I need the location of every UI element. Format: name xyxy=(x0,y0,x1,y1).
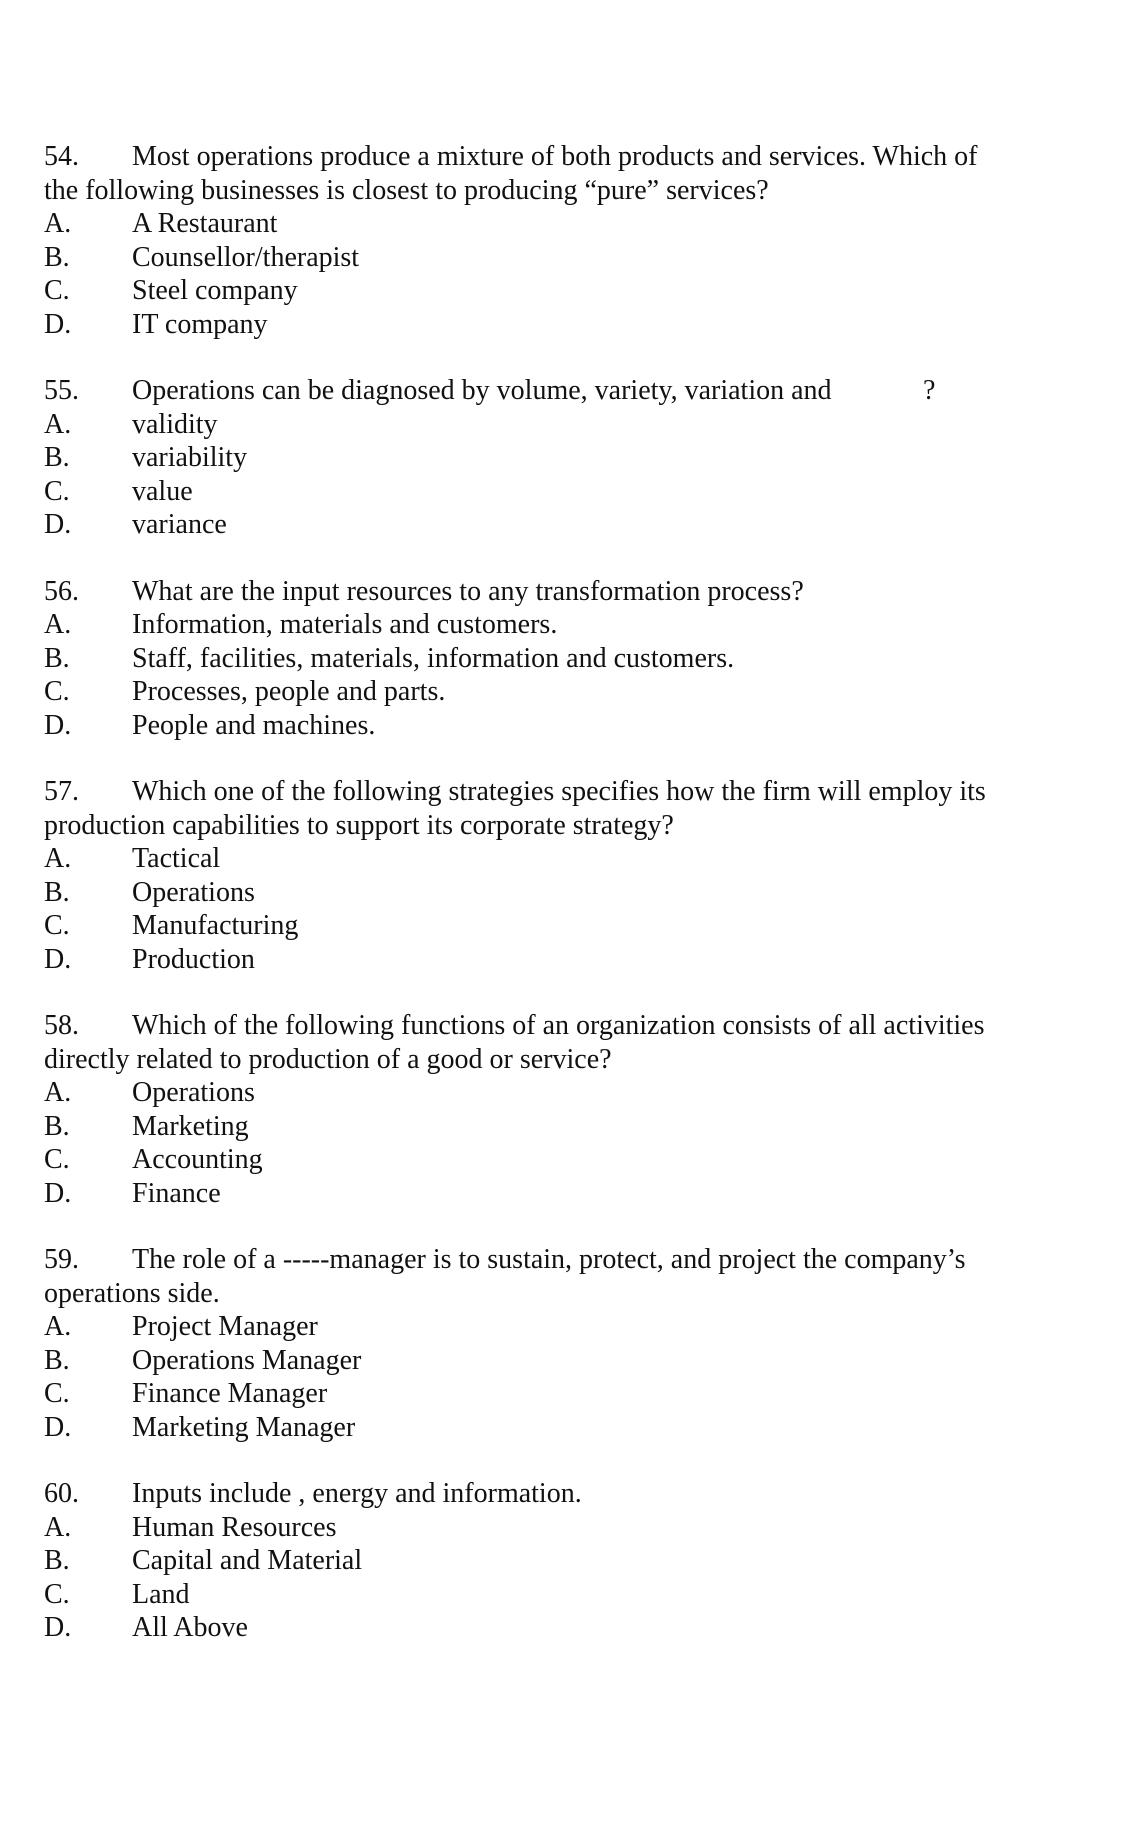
option-text: Operations xyxy=(132,1077,255,1108)
question-54 xyxy=(44,140,1044,341)
option-a xyxy=(44,408,1044,442)
question-text-continued: production capabilities to support its corporate strategy? xyxy=(44,809,674,841)
option-text: Production xyxy=(132,943,255,975)
option-text: validity xyxy=(132,408,218,440)
question-sheet xyxy=(44,140,1044,1678)
option-letter: D. xyxy=(44,709,72,741)
option-a xyxy=(44,1076,1044,1110)
option-letter: D. xyxy=(44,509,72,540)
option-c xyxy=(44,274,1044,308)
option-text: IT company xyxy=(132,308,268,340)
question-text-continued: directly related to production of a good or service? xyxy=(44,1043,612,1075)
option-letter: A. xyxy=(44,1077,72,1108)
question-text: What are the input resources to any transformation process? xyxy=(132,575,804,607)
option-d xyxy=(44,508,1044,542)
option-a xyxy=(44,842,1044,876)
option-d xyxy=(44,1177,1044,1211)
option-text: Information, materials and customers. xyxy=(132,609,558,640)
option-d xyxy=(44,943,1044,977)
option-text: Accounting xyxy=(132,1144,263,1175)
question-57 xyxy=(44,775,1044,976)
option-letter: D. xyxy=(44,1177,72,1209)
option-c xyxy=(44,475,1044,509)
option-letter: D. xyxy=(44,308,72,340)
option-letter: C. xyxy=(44,475,70,507)
option-b xyxy=(44,876,1044,910)
option-text: Staff, facilities, materials, information and customers. xyxy=(132,642,735,674)
option-text: Marketing Manager xyxy=(132,1411,356,1443)
option-letter: A. xyxy=(44,609,72,640)
question-text: Which of the following functions of an organization consists of all activities xyxy=(132,1010,985,1041)
question-text: Most operations produce a mixture of both products and services. Which of xyxy=(132,141,978,172)
question-stem xyxy=(44,140,1044,174)
option-letter: A. xyxy=(44,843,72,874)
option-letter: C. xyxy=(44,1378,70,1409)
option-a xyxy=(44,207,1044,241)
option-text: Tactical xyxy=(132,843,221,874)
option-c xyxy=(44,909,1044,943)
question-text-continued: operations side. xyxy=(44,1277,220,1309)
option-b xyxy=(44,1110,1044,1144)
option-text: Capital and Material xyxy=(132,1545,363,1576)
option-letter: B. xyxy=(44,876,70,908)
option-text: Processes, people and parts. xyxy=(132,676,446,707)
question-text-continued: the following businesses is closest to producing “pure” services? xyxy=(44,174,769,206)
option-a xyxy=(44,1511,1044,1545)
question-stem xyxy=(44,374,1044,408)
option-letter: C. xyxy=(44,1578,70,1610)
option-b xyxy=(44,441,1044,475)
option-text: Marketing xyxy=(132,1110,249,1142)
option-letter: A. xyxy=(44,208,72,239)
option-letter: A. xyxy=(44,1311,72,1342)
option-letter: B. xyxy=(44,1545,70,1576)
question-stem xyxy=(44,1243,1044,1277)
option-d xyxy=(44,709,1044,743)
option-text: value xyxy=(132,475,193,507)
option-letter: A. xyxy=(44,1511,72,1543)
question-text: Operations can be diagnosed by volume, variety, variation and xyxy=(132,375,832,406)
question-number: 60. xyxy=(44,1478,79,1509)
question-number: 56. xyxy=(44,575,79,607)
option-text: variance xyxy=(132,509,227,540)
option-text: Project Manager xyxy=(132,1311,318,1342)
option-b xyxy=(44,1544,1044,1578)
question-number: 54. xyxy=(44,141,79,172)
option-letter: A. xyxy=(44,408,72,440)
option-letter: B. xyxy=(44,241,70,273)
option-d xyxy=(44,308,1044,342)
option-letter: C. xyxy=(44,1144,70,1175)
option-text: A Restaurant xyxy=(132,208,278,239)
question-number: 59. xyxy=(44,1244,79,1275)
option-text: Finance Manager xyxy=(132,1378,328,1409)
option-c xyxy=(44,675,1044,709)
option-letter: B. xyxy=(44,1344,70,1376)
question-text: Inputs include , energy and information. xyxy=(132,1478,582,1509)
option-c xyxy=(44,1143,1044,1177)
option-c xyxy=(44,1377,1044,1411)
option-letter: D. xyxy=(44,943,72,975)
question-59 xyxy=(44,1243,1044,1444)
question-text: The role of a -----manager is to sustain, protect, and project the company’s xyxy=(132,1244,966,1275)
option-letter: C. xyxy=(44,275,70,306)
option-b xyxy=(44,241,1044,275)
question-number: 55. xyxy=(44,375,79,406)
option-text: Finance xyxy=(132,1177,221,1209)
option-letter: B. xyxy=(44,442,70,473)
option-text: Operations Manager xyxy=(132,1344,362,1376)
option-text: All Above xyxy=(132,1612,248,1643)
option-d xyxy=(44,1411,1044,1445)
option-text: Steel company xyxy=(132,275,298,306)
question-mark: ? xyxy=(923,375,936,406)
question-stem xyxy=(44,1477,1044,1511)
question-number: 57. xyxy=(44,776,79,807)
option-a xyxy=(44,608,1044,642)
question-number: 58. xyxy=(44,1010,79,1041)
option-letter: C. xyxy=(44,910,70,941)
option-text: People and machines. xyxy=(132,709,376,741)
question-55 xyxy=(44,374,1044,542)
option-letter: D. xyxy=(44,1612,72,1643)
option-letter: B. xyxy=(44,642,70,674)
option-text: Counsellor/therapist xyxy=(132,241,360,273)
option-b xyxy=(44,1344,1044,1378)
option-a xyxy=(44,1310,1044,1344)
option-text: Land xyxy=(132,1578,190,1610)
option-letter: C. xyxy=(44,676,70,707)
question-text: Which one of the following strategies specifies how the firm will employ its xyxy=(132,776,986,807)
question-60 xyxy=(44,1477,1044,1645)
option-text: variability xyxy=(132,442,248,473)
option-text: Manufacturing xyxy=(132,910,299,941)
question-stem xyxy=(44,1009,1044,1043)
option-d xyxy=(44,1611,1044,1645)
option-letter: B. xyxy=(44,1110,70,1142)
option-c xyxy=(44,1578,1044,1612)
question-56 xyxy=(44,575,1044,743)
option-letter: D. xyxy=(44,1411,72,1443)
question-stem xyxy=(44,775,1044,809)
option-text: Human Resources xyxy=(132,1511,337,1543)
option-b xyxy=(44,642,1044,676)
question-stem xyxy=(44,575,1044,609)
question-58 xyxy=(44,1009,1044,1210)
option-text: Operations xyxy=(132,876,255,908)
